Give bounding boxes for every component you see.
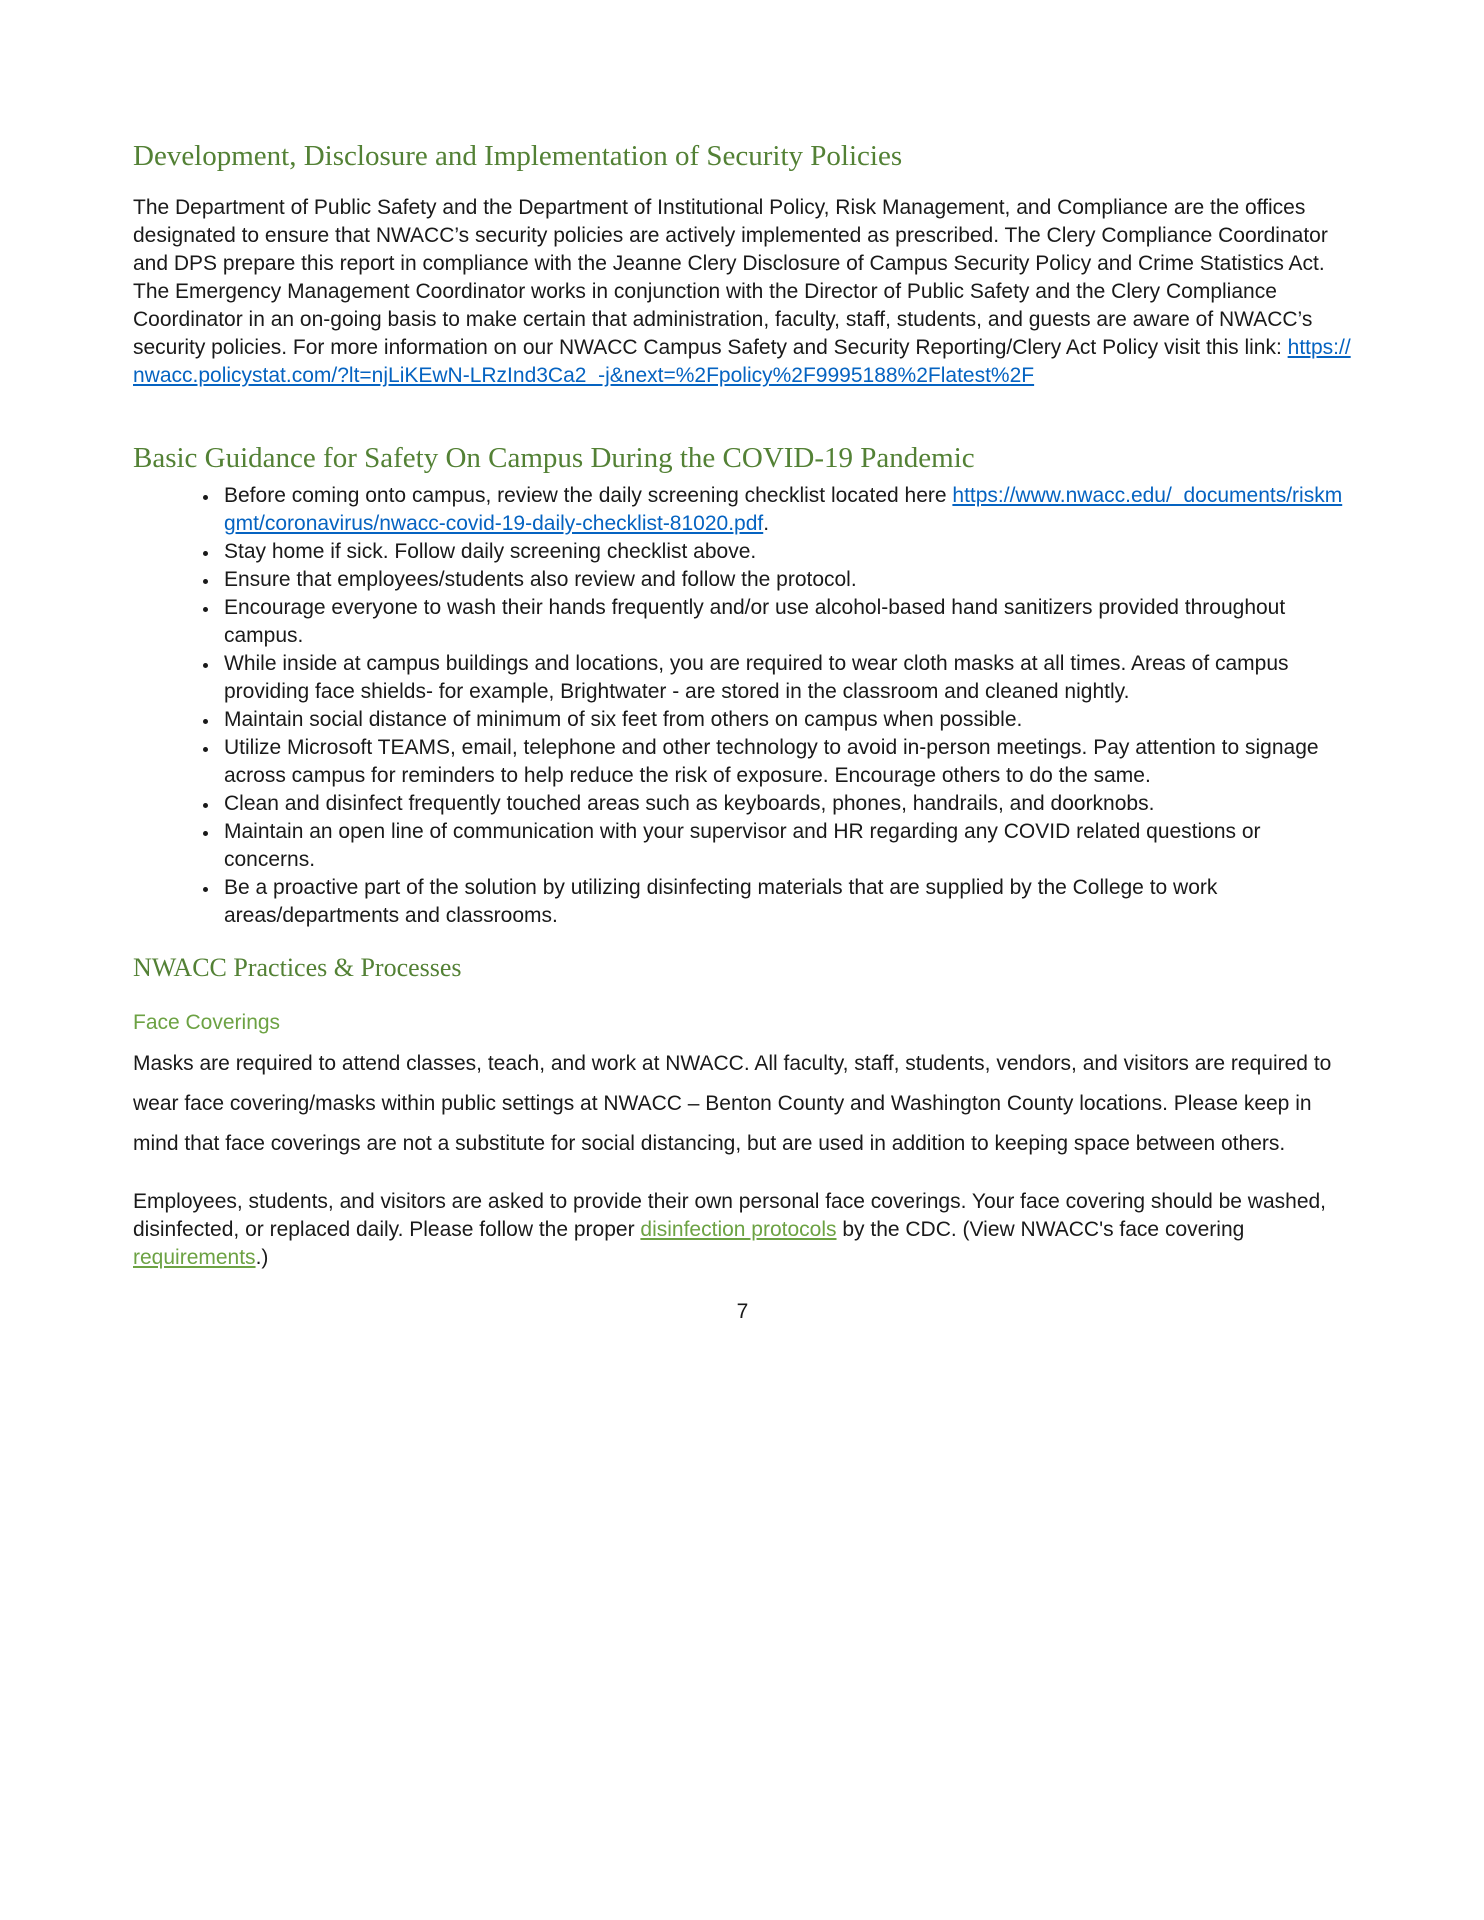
paragraph-text: Employees, students, and visitors are asked to provide their own personal face coverings. Your face covering should be washed, disinfected, or replaced daily. Please follow the proper — [133, 1190, 1327, 1241]
bullet-text: Stay home if sick. Follow daily screening checklist above. — [224, 540, 757, 563]
list-item — [220, 874, 1352, 930]
bullet-text: Encourage everyone to wash their hands frequently and/or use alcohol-based hand sanitizers provided throughout campus. — [224, 596, 1286, 647]
list-item — [220, 650, 1352, 706]
bullet-text: Utilize Microsoft TEAMS, email, telephone and other technology to avoid in-person meetings. Pay attention to signage across campus for reminders to help reduce the risk of exposure. Encourage others to do the same. — [224, 736, 1319, 787]
face-coverings-paragraph-1: Masks are required to attend classes, teach, and work at NWACC. All faculty, staff, students, vendors, and visitors are required to wear face covering/masks within public settings at NWACC – Benton County and Washington County locations. Please keep in mind that face coverings are not a substitute for social distancing, but are used in addition to keeping space between others. — [133, 1052, 1332, 1155]
paragraph-text: .) — [255, 1246, 269, 1269]
list-item — [220, 734, 1352, 790]
list-item — [220, 706, 1352, 734]
paragraph-text: by the CDC. (View NWACC's face covering — [836, 1218, 1245, 1241]
list-item — [220, 566, 1352, 594]
bullet-text: Maintain an open line of communication with your supervisor and HR regarding any COVID related questions or concerns. — [224, 820, 1261, 871]
bullet-text: Be a proactive part of the solution by utilizing disinfecting materials that are supplied by the College to work areas/departments and classrooms. — [224, 876, 1218, 927]
list-item — [220, 538, 1352, 566]
daily-checklist-link[interactable]: https://www.nwacc.edu/_documents/riskmgmt/coronavirus/nwacc-covid-19-daily-checklist-81020.pdf — [224, 484, 1343, 535]
covid-guidance-bullet-list — [133, 482, 1352, 930]
list-item — [220, 482, 1352, 538]
bullet-text: Maintain social distance of minimum of six feet from others on campus when possible. — [224, 708, 1023, 731]
security-policies-text: The Department of Public Safety and the Department of Institutional Policy, Risk Management, and Compliance are the offices designated to ensure that NWACC’s security policies are actively implemented as prescribed. The Clery Compliance Coordinator and DPS prepare this report in compliance with the Jeanne Clery Disclosure of Campus Security Policy and Crime Statistics Act. The Emergency Management Coordinator works in conjunction with the Director of Public Safety and the Clery Compliance Coordinator in an on-going basis to make certain that administration, faculty, staff, students, and guests are aware of NWACC’s security policies. For more information on our NWACC Campus Safety and Security Reporting/Clery Act Policy visit this link: — [133, 196, 1328, 359]
bullet-text: While inside at campus buildings and locations, you are required to wear cloth masks at all times. Areas of campus providing face shields- for example, Brightwater - are stored in the classroom and cleaned nightly. — [224, 652, 1289, 703]
page-number: 7 — [736, 1300, 749, 1323]
covid-guidance-heading: Basic Guidance for Safety On Campus During the COVID-19 Pandemic — [133, 442, 975, 474]
list-item — [220, 594, 1352, 650]
security-policies-paragraph — [133, 194, 1352, 390]
security-policies-heading: Development, Disclosure and Implementation of Security Policies — [133, 140, 903, 172]
list-item — [220, 790, 1352, 818]
bullet-text: . — [763, 512, 770, 535]
bullet-text: Before coming onto campus, review the daily screening checklist located here — [224, 484, 953, 507]
list-item — [220, 818, 1352, 874]
disinfection-protocols-link[interactable]: disinfection protocols — [640, 1218, 837, 1241]
policystat-link[interactable]: https://nwacc.policystat.com/?lt=njLiKEwN-LRzInd3Ca2_-j&next=%2Fpolicy%2F9995188%2Flatest%2F — [133, 336, 1351, 387]
bullet-text: Ensure that employees/students also review and follow the protocol. — [224, 568, 857, 591]
requirements-link[interactable]: requirements — [133, 1246, 256, 1269]
bullet-text: Clean and disinfect frequently touched areas such as keyboards, phones, handrails, and doorknobs. — [224, 792, 1155, 815]
face-coverings-paragraph-2 — [133, 1188, 1352, 1272]
face-coverings-subheading: Face Coverings — [133, 1011, 281, 1034]
practices-processes-heading: NWACC Practices & Processes — [133, 953, 462, 982]
